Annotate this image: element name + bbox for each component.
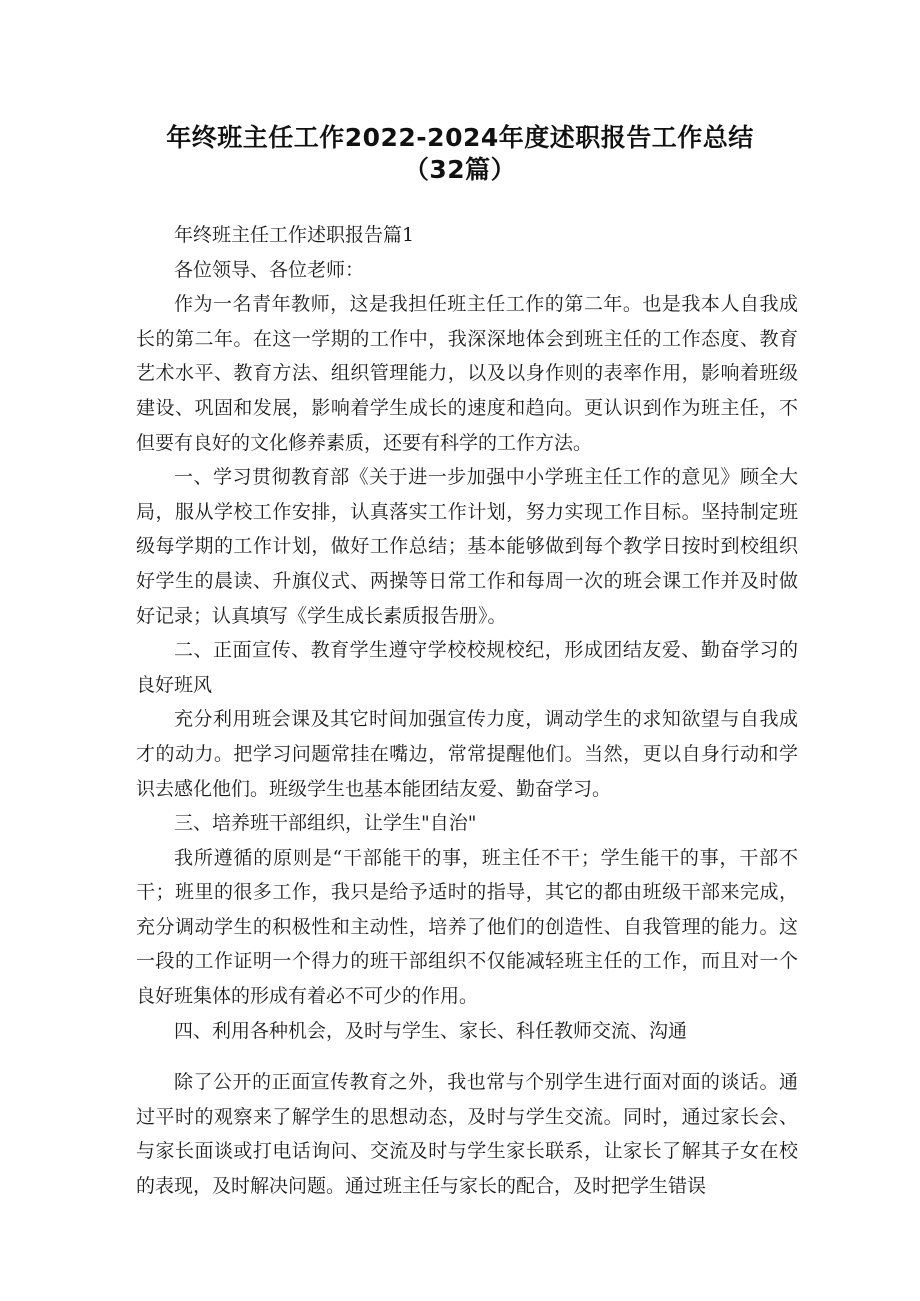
salutation: 各位领导、各位老师：: [174, 258, 365, 281]
subheading: 三、培养班干部组织，让学生"自治": [174, 812, 477, 835]
document-title-count: （32篇）: [403, 155, 517, 184]
section-heading: 年终班主任工作述职报告篇1: [174, 224, 415, 246]
document-body: [136, 218, 798, 1204]
subheading: 二、正面宣传、教育学生遵守学校校规校纪，形成团结友爱、勤奋学习的良好班风: [136, 639, 798, 696]
paragraph: 作为一名青年教师，这是我担任班主任工作的第二年。也是我本人自我成长的第二年。在这一学期的工作中，我深深地体会到班主任的工作态度、教育艺术水平、教育方法、组织管理能力，以及以身作则的表率作用，影响着班级建设、巩固和发展，影响着学生成长的速度和趋向。更认识到作为班主任，不但要有良好的文化修养素质，还要有科学的工作方法。: [136, 293, 798, 454]
paragraph: 我所遵循的原则是“干部能干的事，班主任不干；学生能干的事，干部不干；班里的很多工作，我只是给予适时的指导，其它的都由班级干部来完成，充分调动学生的积极性和主动性，培养了他们的创造性、自我管理的能力。这一段的工作证明一个得力的班干部组织不仅能减轻班主任的工作，而且对一个良好班集体的形成有着必不可少的作用。: [136, 846, 798, 1008]
subheading: 四、利用各种机会，及时与学生、家长、科任教师交流、沟通: [174, 1019, 688, 1042]
paragraph: 除了公开的正面宣传教育之外，我也常与个别学生进行面对面的谈话。通过平时的观察来了解学生的思想动态，及时与学生交流。同时，通过家长会、与家长面谈或打电话询问、交流及时与学生家长联系，让家长了解其子女在校的表现，及时解决问题。通过班主任与家长的配合，及时把学生错误: [136, 1071, 798, 1198]
document-title: 年终班主任工作2022-2024年度述职报告工作总结: [166, 123, 754, 152]
paragraph: 充分利用班会课及其它时间加强宣传力度，调动学生的求知欲望与自我成才的动力。把学习问题常挂在嘴边，常常提醒他们。当然，更以自身行动和学识去感化他们。班级学生也基本能团结友爱、勤奋学习。: [136, 708, 798, 800]
paragraph: 一、学习贯彻教育部《关于进一步加强中小学班主任工作的意见》顾全大局，服从学校工作安排，认真落实工作计划，努力实现工作目标。坚持制定班级每学期的工作计划，做好工作总结；基本能够做到每个教学日按时到校组织好学生的晨读、升旗仪式、两操等日常工作和每周一次的班会课工作并及时做好记录；认真填写《学生成长素质报告册》。: [136, 466, 798, 627]
